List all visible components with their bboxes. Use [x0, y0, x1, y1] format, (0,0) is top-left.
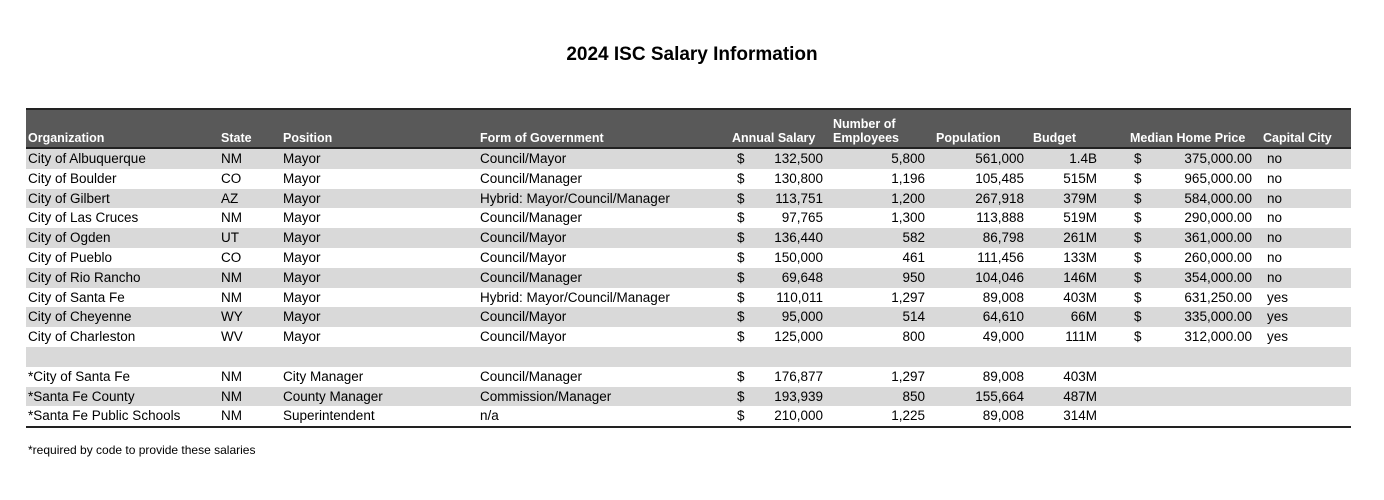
salary-currency-cell: $: [737, 329, 745, 345]
budget-cell: 111M: [1065, 329, 1097, 345]
annual-salary-cell: 97,765: [781, 210, 823, 226]
state-cell: WY: [221, 309, 243, 325]
header-capital-city: Capital City: [1263, 131, 1332, 145]
annual-salary-cell: 113,751: [775, 190, 823, 206]
header-organization: Organization: [28, 131, 105, 145]
home-price-currency-cell: $: [1134, 249, 1142, 265]
table-header: [26, 110, 1351, 149]
salary-currency-cell: $: [737, 289, 745, 305]
budget-cell: 133M: [1063, 249, 1097, 265]
home-price-currency-cell: $: [1134, 190, 1142, 206]
capital-city-cell: yes: [1267, 309, 1289, 325]
home-price-currency-cell: $: [1134, 230, 1142, 246]
form-of-government-cell: Council/Manager: [480, 269, 583, 285]
form-of-government-cell: Hybrid: Mayor/Council/Manager: [480, 190, 670, 206]
capital-city-cell: no: [1267, 249, 1283, 265]
organization-cell: *Santa Fe Public Schools: [28, 408, 181, 424]
form-of-government-cell: Council/Manager: [480, 170, 583, 186]
organization-cell: City of Rio Rancho: [28, 269, 141, 285]
employees-cell: 850: [902, 388, 925, 404]
salary-currency-cell: $: [737, 190, 745, 206]
population-cell: 267,918: [975, 190, 1024, 206]
state-cell: NM: [221, 269, 242, 285]
home-price-currency-cell: $: [1134, 170, 1142, 186]
form-of-government-cell: Council/Manager: [480, 210, 583, 226]
position-cell: City Manager: [283, 368, 364, 384]
budget-cell: 66M: [1070, 309, 1097, 325]
organization-cell: City of Albuquerque: [28, 151, 146, 166]
state-cell: CO: [221, 170, 242, 186]
employees-cell: 461: [902, 249, 925, 265]
position-cell: County Manager: [283, 388, 383, 404]
table-row: [26, 248, 1351, 268]
position-cell: Superintendent: [283, 408, 375, 424]
header-form-of-government: Form of Government: [480, 131, 604, 145]
salary-currency-cell: $: [737, 210, 745, 226]
form-of-government-cell: Council/Mayor: [480, 151, 567, 166]
state-cell: NM: [221, 388, 242, 404]
position-cell: Mayor: [283, 230, 321, 246]
home-price-currency-cell: $: [1134, 289, 1142, 305]
form-of-government-cell: Council/Mayor: [480, 309, 567, 325]
population-cell: 86,798: [982, 230, 1024, 246]
state-cell: NM: [221, 408, 242, 424]
state-cell: NM: [221, 289, 242, 305]
budget-cell: 403M: [1063, 368, 1097, 384]
organization-cell: City of Santa Fe: [28, 289, 125, 305]
salary-currency-cell: $: [737, 230, 745, 246]
header-annual-salary: Annual Salary: [732, 131, 816, 145]
home-price-currency-cell: $: [1134, 329, 1142, 345]
organization-cell: *City of Santa Fe: [28, 368, 131, 384]
annual-salary-cell: 110,011: [776, 289, 823, 305]
employees-cell: 1,297: [891, 368, 925, 384]
annual-salary-cell: 132,500: [774, 151, 823, 166]
median-home-price-cell: 584,000.00: [1184, 190, 1252, 206]
salary-currency-cell: $: [737, 408, 745, 424]
organization-cell: *Santa Fe County: [28, 388, 135, 404]
salary-currency-cell: $: [737, 151, 745, 166]
budget-cell: 487M: [1063, 388, 1097, 404]
table-row: [26, 169, 1351, 189]
page-title: 2024 ISC Salary Information: [566, 44, 818, 65]
form-of-government-cell: Council/Mayor: [480, 329, 567, 345]
employees-cell: 1,297: [891, 289, 925, 305]
population-cell: 105,485: [975, 170, 1024, 186]
budget-cell: 519M: [1063, 210, 1097, 226]
employees-cell: 1,300: [891, 210, 925, 226]
population-cell: 89,008: [982, 289, 1024, 305]
population-cell: 111,456: [977, 249, 1024, 265]
annual-salary-cell: 95,000: [781, 309, 823, 325]
position-cell: Mayor: [283, 190, 321, 206]
annual-salary-cell: 136,440: [774, 230, 823, 246]
state-cell: NM: [221, 210, 242, 226]
budget-cell: 146M: [1063, 269, 1097, 285]
budget-cell: 403M: [1063, 289, 1097, 305]
employees-cell: 950: [902, 269, 925, 285]
salary-currency-cell: $: [737, 170, 745, 186]
organization-cell: City of Pueblo: [28, 249, 113, 265]
state-cell: NM: [221, 368, 242, 384]
salary-currency-cell: $: [737, 368, 745, 384]
table-row: [26, 367, 1351, 387]
salary-table: [26, 108, 1351, 428]
home-price-currency-cell: $: [1134, 269, 1142, 285]
form-of-government-cell: Hybrid: Mayor/Council/Manager: [480, 289, 670, 305]
position-cell: Mayor: [283, 329, 321, 345]
annual-salary-cell: 210,000: [774, 408, 823, 424]
state-cell: WV: [221, 329, 243, 345]
position-cell: Mayor: [283, 210, 321, 226]
budget-cell: 1.4B: [1069, 151, 1097, 166]
header-budget: Budget: [1033, 131, 1077, 145]
table-row: [26, 406, 1351, 428]
header-employees-line2: Employees: [833, 131, 900, 145]
header-median-home-price: Median Home Price: [1130, 131, 1246, 145]
capital-city-cell: yes: [1267, 289, 1289, 305]
employees-cell: 1,225: [891, 408, 925, 424]
population-cell: 155,664: [975, 388, 1024, 404]
form-of-government-cell: Council/Mayor: [480, 249, 567, 265]
annual-salary-cell: 130,800: [774, 170, 823, 186]
position-cell: Mayor: [283, 151, 321, 166]
median-home-price-cell: 335,000.00: [1184, 309, 1252, 325]
annual-salary-cell: 125,000: [774, 329, 823, 345]
capital-city-cell: no: [1267, 170, 1283, 186]
position-cell: Mayor: [283, 289, 321, 305]
position-cell: Mayor: [283, 249, 321, 265]
state-cell: NM: [221, 151, 242, 166]
salary-currency-cell: $: [737, 309, 745, 325]
population-cell: 49,000: [982, 329, 1024, 345]
employees-cell: 5,800: [891, 151, 925, 166]
header-state: State: [221, 131, 252, 145]
position-cell: Mayor: [283, 170, 321, 186]
median-home-price-cell: 361,000.00: [1184, 230, 1252, 246]
table-row: [26, 149, 1351, 169]
organization-cell: City of Boulder: [28, 170, 117, 186]
median-home-price-cell: 312,000.00: [1184, 329, 1252, 345]
form-of-government-cell: Council/Manager: [480, 368, 583, 384]
population-cell: 113,888: [976, 210, 1024, 226]
salary-currency-cell: $: [737, 269, 745, 285]
budget-cell: 515M: [1063, 170, 1097, 186]
employees-cell: 582: [902, 230, 925, 246]
table-row: [26, 327, 1351, 347]
population-cell: 561,000: [975, 151, 1024, 166]
home-price-currency-cell: $: [1134, 210, 1142, 226]
table-row: [26, 189, 1351, 209]
table-body: [26, 149, 1351, 428]
home-price-currency-cell: $: [1134, 309, 1142, 325]
organization-cell: City of Ogden: [28, 230, 111, 246]
form-of-government-cell: Commission/Manager: [480, 388, 612, 404]
form-of-government-cell: Council/Mayor: [480, 230, 567, 246]
capital-city-cell: no: [1267, 190, 1283, 206]
employees-cell: 1,200: [891, 190, 925, 206]
state-cell: UT: [221, 230, 239, 246]
table-row: [26, 347, 1351, 367]
median-home-price-cell: 290,000.00: [1184, 210, 1252, 226]
annual-salary-cell: 150,000: [774, 249, 823, 265]
position-cell: Mayor: [283, 269, 321, 285]
capital-city-cell: no: [1267, 210, 1283, 226]
annual-salary-cell: 193,939: [774, 388, 823, 404]
employees-cell: 514: [902, 309, 925, 325]
population-cell: 89,008: [982, 368, 1024, 384]
position-cell: Mayor: [283, 309, 321, 325]
table-row: [26, 387, 1351, 407]
capital-city-cell: no: [1267, 151, 1283, 166]
home-price-currency-cell: $: [1134, 151, 1142, 166]
budget-cell: 261M: [1063, 230, 1097, 246]
form-of-government-cell: n/a: [480, 408, 499, 424]
organization-cell: City of Cheyenne: [28, 309, 132, 325]
table-row: [26, 307, 1351, 327]
header-population: Population: [936, 131, 1001, 145]
capital-city-cell: no: [1267, 230, 1283, 246]
median-home-price-cell: 631,250.00: [1184, 289, 1252, 305]
population-cell: 89,008: [982, 408, 1024, 424]
table-row: [26, 208, 1351, 228]
state-cell: AZ: [221, 190, 239, 206]
salary-currency-cell: $: [737, 249, 745, 265]
annual-salary-cell: 69,648: [781, 269, 823, 285]
header-employees-line1: Number of: [833, 117, 896, 131]
annual-salary-cell: 176,877: [774, 368, 823, 384]
header-position: Position: [283, 131, 333, 145]
median-home-price-cell: 260,000.00: [1184, 249, 1252, 265]
median-home-price-cell: 375,000.00: [1184, 151, 1252, 166]
budget-cell: 379M: [1063, 190, 1097, 206]
footnote: *required by code to provide these salaries: [28, 443, 256, 457]
table-row: [26, 268, 1351, 288]
population-cell: 64,610: [982, 309, 1024, 325]
median-home-price-cell: 354,000.00: [1184, 269, 1252, 285]
employees-cell: 800: [902, 329, 925, 345]
organization-cell: City of Las Cruces: [28, 210, 139, 226]
state-cell: CO: [221, 249, 242, 265]
employees-cell: 1,196: [891, 170, 925, 186]
table-row: [26, 288, 1351, 308]
salary-currency-cell: $: [737, 388, 745, 404]
population-cell: 104,046: [975, 269, 1024, 285]
organization-cell: City of Charleston: [28, 329, 136, 345]
capital-city-cell: no: [1267, 269, 1283, 285]
header-number-of-employees: [833, 117, 899, 145]
organization-cell: City of Gilbert: [28, 190, 110, 206]
capital-city-cell: yes: [1267, 329, 1289, 345]
median-home-price-cell: 965,000.00: [1184, 170, 1252, 186]
budget-cell: 314M: [1063, 408, 1097, 424]
table-row: [26, 228, 1351, 248]
